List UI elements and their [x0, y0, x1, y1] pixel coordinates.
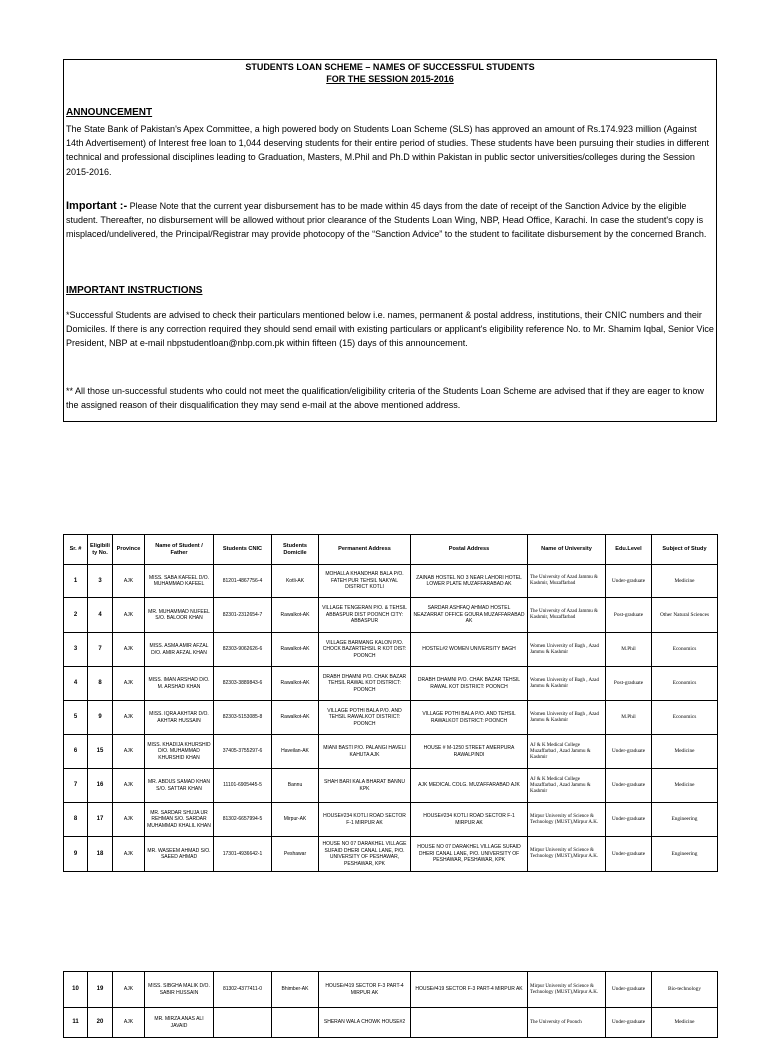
announcement-body: The State Bank of Pakistan's Apex Committee, a high powered body on Students Loan Scheme (SLS) has approved an amount of Rs.174.923 million (Against 14th Advertisement) of Interest free loan to 1,044 deserving students for their entire period of studies. These students have been pursuing their studies in different technical and professional disciplines leading to Graduation, Masters, M.Phil and Ph.D within Pakistan in public sector universities/colleges during the Session 2015-2016.: [66, 124, 710, 177]
important-label: Important :-: [66, 200, 128, 212]
table-row: [64, 735, 718, 769]
cell-domicile: Rawalkot-AK: [272, 701, 319, 735]
table-row: [64, 701, 718, 735]
cell-permanent-address: VILLAGE BARMANG KALON P/O. CHOCK BAZARTEHSIL R KOT DIST: POONCH: [319, 633, 411, 667]
cell-postal-address: HOUSE#234 KOTLI ROAD SECTOR F-1 MIRPUR AK: [411, 803, 528, 837]
cell-eligibility-no: 4: [88, 598, 113, 633]
cell-cnic: 82301-2312654-7: [214, 598, 272, 633]
cell-postal-address: ZAINAB HOSTEL NO 3 NEAR LAHORI HOTEL LOWER PLATE MUZAFFARABAD AK: [411, 565, 528, 598]
cell-cnic: 11101-6905445-5: [214, 769, 272, 803]
header-university: Name of University: [528, 535, 606, 565]
header-domicile: Students Domicile: [272, 535, 319, 565]
cell-sr-no: 5: [64, 701, 88, 735]
cell-edu-level: Under-graduate: [606, 837, 652, 872]
cell-permanent-address: HOUSE NO 07 DARAKHEL VILLAGE SUFAID DHERI CANAL LANE, P/O. UNIVERSITY OF PESHAWAR, PESHAWAR, KPK: [319, 837, 411, 872]
cell-eligibility-no: 16: [88, 769, 113, 803]
cell-eligibility-no: 20: [88, 1008, 113, 1038]
header-permanent-address: Permanent Address: [319, 535, 411, 565]
cell-edu-level: M.Phil: [606, 633, 652, 667]
cell-permanent-address: VILLAGE TENGERAN P/O. & TEHSIL ABBASPUR DIST POONCH CITY: ABBASPUR: [319, 598, 411, 633]
cell-university: The University of Poonch: [528, 1008, 606, 1038]
cell-university: AJ & K Medical College Muzaffarbad , Azad Jammu & Kashmir: [528, 735, 606, 769]
table-row: [64, 803, 718, 837]
cell-student-name: MR. SARDAR SHUJA UR REHMAN S/O. SARDAR MUHAMMAD KHALIL KHAN: [145, 803, 214, 837]
cell-edu-level: Post-graduate: [606, 667, 652, 701]
table-row: [64, 1008, 718, 1038]
cell-edu-level: Under-graduate: [606, 803, 652, 837]
cell-eligibility-no: 15: [88, 735, 113, 769]
cell-university: Women University of Bagh , Azad Jammu & Kashmir: [528, 633, 606, 667]
cell-subject: Engineering: [652, 803, 718, 837]
cell-sr-no: 11: [64, 1008, 88, 1038]
header-sr-no: Sr. #: [64, 535, 88, 565]
cell-cnic: 82303-9062626-6: [214, 633, 272, 667]
cell-sr-no: 4: [64, 667, 88, 701]
cell-permanent-address: HOUSE#234 KOTLI ROAD SECTOR F-1 MIRPUR AK: [319, 803, 411, 837]
cell-province: AJK: [113, 633, 145, 667]
cell-university: Mirpur University of Science & Technology (MUST),Mirpur A.K.: [528, 803, 606, 837]
cell-domicile: Rawalkot-AK: [272, 598, 319, 633]
cell-sr-no: 7: [64, 769, 88, 803]
cell-domicile: Bhimber-AK: [272, 972, 319, 1008]
cell-sr-no: 10: [64, 972, 88, 1008]
cell-eligibility-no: 8: [88, 667, 113, 701]
cell-sr-no: 3: [64, 633, 88, 667]
cell-province: AJK: [113, 565, 145, 598]
announcement-box: [63, 59, 717, 422]
cell-province: AJK: [113, 1008, 145, 1038]
table-row: [64, 565, 718, 598]
cell-eligibility-no: 9: [88, 701, 113, 735]
cell-student-name: MISS. IMAN ARSHAD D/O. M. ARSHAD KHAN: [145, 667, 214, 701]
cell-cnic: 17301-4936642-1: [214, 837, 272, 872]
cell-subject: Medicine: [652, 735, 718, 769]
cell-domicile: Mirpur-AK: [272, 803, 319, 837]
cell-province: AJK: [113, 972, 145, 1008]
cell-domicile: Haveilan-AK: [272, 735, 319, 769]
cell-student-name: MR. MUHAMMAD NUFEEL S/O. BALOOR KHAN: [145, 598, 214, 633]
important-text: Please Note that the current year disbursement has to be made within 45 days from the date of receipt of the Sanction Advice by the eligible student. Thereafter, no disbursement will be allowed without prior clearance of the Students Loan Wing, NBP, Head Office, Karachi. In case the student's copy is misplaced/undelivered, the Principal/Registrar may provide photocopy of the “Sanction Advice” to the student to facilitate disbursement by the concerned Branch.: [66, 201, 707, 240]
cell-postal-address: HOUSE#419 SECTOR F-3 PART-4 MIRPUR AK: [411, 972, 528, 1008]
cell-postal-address: VILLAGE POTHI BALA P/O. AND TEHSIL RAWALKOT DISTRICT: POONCH: [411, 701, 528, 735]
cell-edu-level: Under-graduate: [606, 735, 652, 769]
cell-edu-level: M.Phil: [606, 701, 652, 735]
cell-eligibility-no: 3: [88, 565, 113, 598]
cell-postal-address: [411, 1008, 528, 1038]
cell-province: AJK: [113, 598, 145, 633]
cell-cnic: 81302-6657994-5: [214, 803, 272, 837]
table-row: [64, 837, 718, 872]
cell-subject: Engineering: [652, 837, 718, 872]
cell-university: Mirpur University of Science & Technology (MUST),Mirpur A.K.: [528, 972, 606, 1008]
cell-cnic: 82303-3889843-6: [214, 667, 272, 701]
header-cnic: Students CNIC: [214, 535, 272, 565]
cell-sr-no: 6: [64, 735, 88, 769]
cell-subject: Economics: [652, 701, 718, 735]
cell-subject: Bio-technology: [652, 972, 718, 1008]
cell-cnic: 37405-3755297-6: [214, 735, 272, 769]
instructions-heading: IMPORTANT INSTRUCTIONS: [66, 285, 203, 296]
cell-student-name: MR. WASEEM AHMAD S/O. SAEED AHMAD: [145, 837, 214, 872]
cell-student-name: MR. ABDUS SAMAD KHAN S/O. SATTAR KHAN: [145, 769, 214, 803]
cell-edu-level: Post-graduate: [606, 598, 652, 633]
cell-permanent-address: MIANI BASTI P/O. PALANGI HAVELI KAHUTA AJK: [319, 735, 411, 769]
cell-postal-address: HOUSE # M-1250 STREET AMERPURA RAWALPINDI: [411, 735, 528, 769]
instruction-2: ** All those un-successful students who could not meet the qualification/eligibility criteria of the Students Loan Scheme are advised that if they are eager to know the assigned reason of their disqualification they may send e-mail at the above mentioned address.: [66, 386, 704, 411]
cell-subject: Economics: [652, 633, 718, 667]
cell-eligibility-no: 7: [88, 633, 113, 667]
cell-cnic: 81201-4867756-4: [214, 565, 272, 598]
cell-subject: Economics: [652, 667, 718, 701]
cell-university: AJ & K Medical College Muzaffarbad , Azad Jammu & Kashmir: [528, 769, 606, 803]
header-postal-address: Postal Address: [411, 535, 528, 565]
cell-edu-level: Under-graduate: [606, 1008, 652, 1038]
cell-university: The University of Azad Jammu & Kashmir, Muzaffarbad: [528, 565, 606, 598]
cell-permanent-address: MOHALLA KHANDHAR BALA P/O. FATEH PUR TEHSIL NAKYAL DISTRICT KOTLI: [319, 565, 411, 598]
cell-sr-no: 2: [64, 598, 88, 633]
header-student-name: Name of Student / Father: [145, 535, 214, 565]
cell-cnic: [214, 1008, 272, 1038]
announcement-heading: ANNOUNCEMENT: [66, 107, 153, 118]
cell-subject: Medicine: [652, 1008, 718, 1038]
cell-permanent-address: VILLAGE POTHI BALA P/O. AND TEHSIL RAWALKOT DISTRICT: POONCH: [319, 701, 411, 735]
instruction-1: *Successful Students are advised to check their particulars mentioned below i.e. names, permanent & postal address, institutions, their CNIC numbers and their Domiciles. If there is any correction required they should send email with existing particulars or applicant's eligibility reference No. to Mr. Shamim Iqbal, Senior Vice President, NBP at e-mail nbpstudentloan@nbp.com.pk within fifteen (15) days of this announcement.: [66, 310, 714, 349]
successful-students-table: [63, 534, 718, 872]
cell-student-name: MISS. IQRA AKHTAR D/O. AKHTAR HUSSAIN: [145, 701, 214, 735]
header-eligibility-no: Eligibili ty No.: [88, 535, 113, 565]
cell-sr-no: 1: [64, 565, 88, 598]
successful-students-table-continued: [63, 971, 718, 1038]
cell-university: Women University of Bagh , Azad Jammu & Kashmir: [528, 667, 606, 701]
title-line-1: STUDENTS LOAN SCHEME – NAMES OF SUCCESSFUL STUDENTS: [245, 62, 535, 72]
cell-permanent-address: HOUSE#419 SECTOR F-3 PART-4 MIRPUR AK: [319, 972, 411, 1008]
cell-domicile: Peshawar: [272, 837, 319, 872]
cell-permanent-address: DRABH DHAMNI P/O. CHAK BAZAR TEHSIL RAWAL KOT DISTRICT: POONCH: [319, 667, 411, 701]
cell-domicile: Bannu: [272, 769, 319, 803]
table-row: [64, 972, 718, 1008]
cell-province: AJK: [113, 803, 145, 837]
header-province: Province: [113, 535, 145, 565]
important-note: [66, 199, 714, 242]
table-row: [64, 667, 718, 701]
cell-domicile: [272, 1008, 319, 1038]
cell-postal-address: HOUSE NO 07 DARAKHEL VILLAGE SUFAID DHERI CANAL LANE, P/O. UNIVERSITY OF PESHAWAR, PESHAWAR, KPK: [411, 837, 528, 872]
cell-edu-level: Under-graduate: [606, 769, 652, 803]
cell-province: AJK: [113, 735, 145, 769]
header-edu-level: Edu.Level: [606, 535, 652, 565]
cell-province: AJK: [113, 667, 145, 701]
cell-postal-address: SARDAR ASHFAQ AHMAD HOSTEL NEAZARRAT OFFICE GOURA MUZAFFARABAD AK: [411, 598, 528, 633]
table-row: [64, 633, 718, 667]
cell-cnic: 81302-4377411-0: [214, 972, 272, 1008]
table-header-row: [64, 535, 718, 565]
header-subject: Subject of Study: [652, 535, 718, 565]
cell-subject: Medicine: [652, 565, 718, 598]
cell-province: AJK: [113, 701, 145, 735]
table-row: [64, 598, 718, 633]
cell-domicile: Rawalkot-AK: [272, 667, 319, 701]
title-line-2: FOR THE SESSION 2015-2016: [326, 74, 454, 84]
cell-student-name: MISS. SABA KAFEEL D/O. MUHAMMAD KAFEEL: [145, 565, 214, 598]
table-row: [64, 769, 718, 803]
cell-domicile: Kotli-AK: [272, 565, 319, 598]
cell-postal-address: AJK MEDICAL COLG. MUZAFFARABAD AJK: [411, 769, 528, 803]
cell-permanent-address: SHERAN WALA CHOWK HOUSE#2: [319, 1008, 411, 1038]
cell-university: Women University of Bagh , Azad Jammu & Kashmir: [528, 701, 606, 735]
cell-province: AJK: [113, 769, 145, 803]
cell-student-name: MR. MIRZA ANAS ALI JAVAID: [145, 1008, 214, 1038]
cell-postal-address: DRABH DHAMNI P/O. CHAK BAZAR TEHSIL RAWAL KOT DISTRICT: POONCH: [411, 667, 528, 701]
cell-eligibility-no: 17: [88, 803, 113, 837]
cell-university: Mirpur University of Science & Technology (MUST),Mirpur A.K.: [528, 837, 606, 872]
cell-subject: Medicine: [652, 769, 718, 803]
cell-sr-no: 8: [64, 803, 88, 837]
cell-student-name: MISS. SIBGHA MALIK D/O. SABIR HUSSAIN: [145, 972, 214, 1008]
cell-edu-level: Under-graduate: [606, 972, 652, 1008]
cell-province: AJK: [113, 837, 145, 872]
cell-university: The University of Azad Jammu & Kashmir, Muzaffarbad: [528, 598, 606, 633]
cell-student-name: MISS. KHADIJA KHURSHID D/O. MUHAMMAD KHURSHID KHAN: [145, 735, 214, 769]
cell-subject: Other Natural Sciences: [652, 598, 718, 633]
cell-cnic: 82303-5153085-8: [214, 701, 272, 735]
cell-permanent-address: SHAH BARI KALA BHARAT BANNU KPK: [319, 769, 411, 803]
cell-edu-level: Under-graduate: [606, 565, 652, 598]
cell-eligibility-no: 19: [88, 972, 113, 1008]
cell-domicile: Rawalkot-AK: [272, 633, 319, 667]
cell-eligibility-no: 18: [88, 837, 113, 872]
cell-postal-address: HOSTEL#2 WOMEN UNIVERSITY BAGH: [411, 633, 528, 667]
cell-sr-no: 9: [64, 837, 88, 872]
cell-student-name: MISS. ASMA AMIR AFZAL D/O. AMIR AFZAL KHAN: [145, 633, 214, 667]
